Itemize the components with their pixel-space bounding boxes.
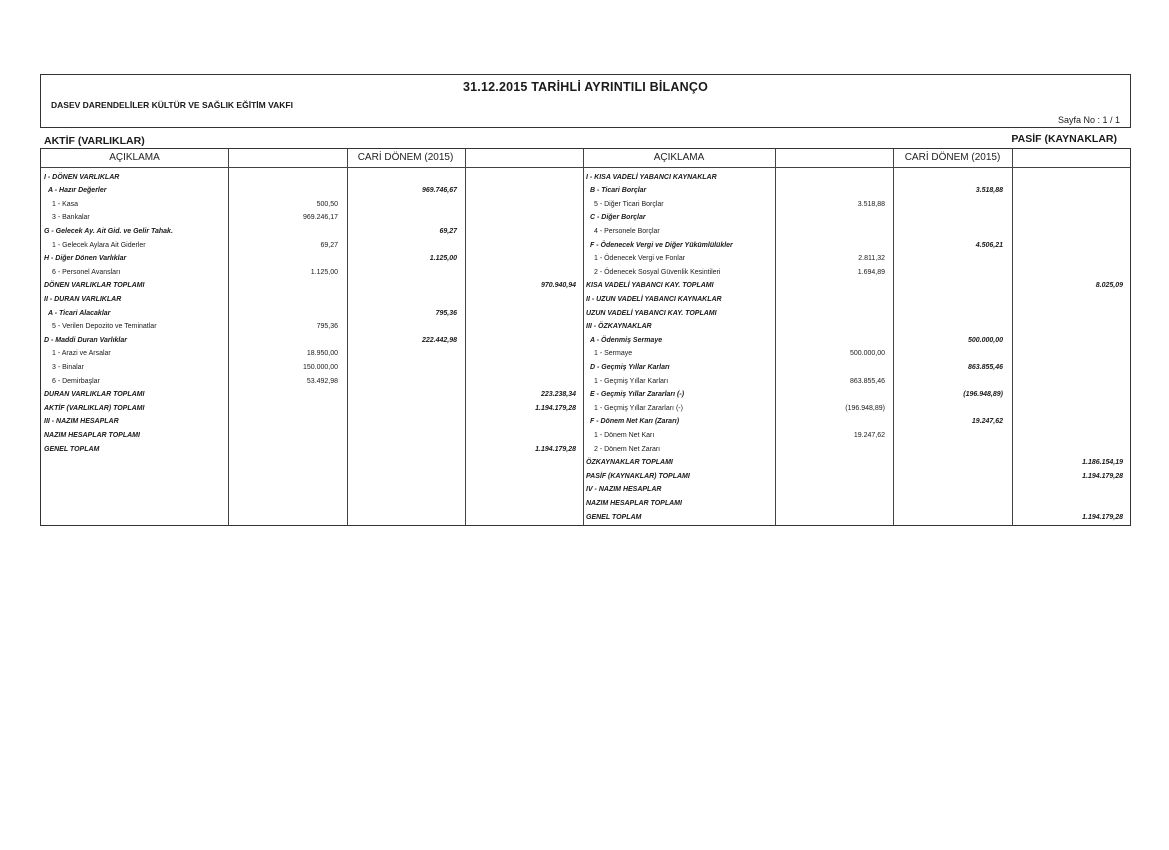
row-value-2: 3.518,88 bbox=[975, 187, 1003, 195]
row-value-1: 150.000,00 bbox=[302, 363, 338, 371]
row-value-1: 863.855,46 bbox=[849, 377, 885, 385]
row-value-1: 1.694,89 bbox=[857, 268, 885, 276]
row-value-3: 970.940,94 bbox=[540, 282, 576, 290]
liability-row bbox=[583, 279, 1130, 293]
row-label: 1 - Geçmiş Yıllar Zararları (-) bbox=[594, 404, 683, 412]
row-label: 1 - Arazi ve Arsalar bbox=[52, 350, 111, 358]
row-label: NAZIM HESAPLAR TOPLAMI bbox=[44, 431, 140, 439]
row-label: 1 - Dönem Net Karı bbox=[594, 431, 655, 439]
liability-row bbox=[583, 483, 1130, 497]
row-label: B - Ticari Borçlar bbox=[590, 187, 647, 195]
liabilities-period-header: CARİ DÖNEM (2015) bbox=[904, 152, 1001, 163]
row-value-2: 500.000,00 bbox=[967, 336, 1003, 344]
row-label: 1 - Sermaye bbox=[594, 350, 633, 358]
asset-row bbox=[41, 388, 583, 402]
row-value-1: 3.518,88 bbox=[857, 200, 885, 208]
row-value-3: 1.194.179,28 bbox=[1082, 472, 1123, 480]
assets-description-header: AÇIKLAMA bbox=[109, 152, 160, 163]
liability-row bbox=[583, 252, 1130, 266]
asset-row bbox=[41, 334, 583, 348]
row-value-3: 1.194.179,28 bbox=[535, 445, 576, 453]
liability-row bbox=[583, 225, 1130, 239]
assets-period-header: CARİ DÖNEM (2015) bbox=[357, 152, 454, 163]
row-label: D - Maddi Duran Varlıklar bbox=[44, 336, 127, 344]
row-label: III - ÖZKAYNAKLAR bbox=[586, 323, 652, 331]
asset-row bbox=[41, 266, 583, 280]
row-label: KISA VADELİ YABANCI KAY. TOPLAMI bbox=[586, 282, 714, 290]
asset-row bbox=[41, 347, 583, 361]
asset-row bbox=[41, 415, 583, 429]
asset-row bbox=[41, 402, 583, 416]
liability-row bbox=[583, 429, 1130, 443]
row-value-2: 19.247,62 bbox=[971, 418, 1003, 426]
row-label: GENEL TOPLAM bbox=[44, 445, 100, 453]
row-label: ÖZKAYNAKLAR TOPLAMI bbox=[586, 459, 673, 467]
organization-name: DASEV DARENDELİLER KÜLTÜR VE SAĞLIK EĞİTİM VAKFI bbox=[51, 100, 293, 110]
row-value-2: 1.125,00 bbox=[429, 255, 457, 263]
row-label: II - DURAN VARLIKLAR bbox=[44, 295, 122, 303]
row-label: 2 - Dönem Net Zararı bbox=[594, 445, 661, 453]
asset-row bbox=[41, 171, 583, 185]
row-value-1: (196.948,89) bbox=[845, 404, 885, 412]
row-value-1: 53.492,98 bbox=[306, 377, 338, 385]
row-label: 5 - Verilen Depozito ve Teminatlar bbox=[52, 323, 157, 331]
row-label: UZUN VADELİ YABANCI KAY. TOPLAMI bbox=[586, 309, 717, 317]
asset-row bbox=[41, 429, 583, 443]
row-label: NAZIM HESAPLAR TOPLAMI bbox=[586, 499, 682, 507]
row-value-1: 1.125,00 bbox=[310, 268, 338, 276]
row-label: GENEL TOPLAM bbox=[586, 513, 642, 521]
row-label: F - Dönem Net Karı (Zararı) bbox=[590, 418, 680, 426]
row-label: I - DÖNEN VARLIKLAR bbox=[44, 173, 120, 181]
row-value-1: 969.246,17 bbox=[302, 214, 338, 222]
row-value-2: 69,27 bbox=[439, 227, 457, 235]
liability-row bbox=[583, 456, 1130, 470]
report-header bbox=[40, 74, 1131, 128]
asset-row bbox=[41, 198, 583, 212]
liability-row bbox=[583, 415, 1130, 429]
liabilities-side-title: PASİF (KAYNAKLAR) bbox=[1011, 133, 1117, 145]
row-value-1: 19.247,62 bbox=[853, 431, 885, 439]
liability-row bbox=[583, 470, 1130, 484]
row-value-1: 18.950,00 bbox=[306, 350, 338, 358]
liability-row bbox=[583, 443, 1130, 457]
liability-row bbox=[583, 497, 1130, 511]
asset-row bbox=[41, 184, 583, 198]
asset-row bbox=[41, 320, 583, 334]
row-label: 3 - Bankalar bbox=[52, 214, 90, 222]
liability-row bbox=[583, 347, 1130, 361]
row-label: A - Hazır Değerler bbox=[48, 187, 107, 195]
report-title: 31.12.2015 TARİHLİ AYRINTILI BİLANÇO bbox=[463, 80, 708, 94]
row-value-2: 969.746,67 bbox=[421, 187, 457, 195]
row-value-1: 500,50 bbox=[316, 200, 338, 208]
liability-row bbox=[583, 388, 1130, 402]
header-divider bbox=[41, 167, 1130, 168]
row-value-3: 1.186.154,19 bbox=[1082, 459, 1123, 467]
row-value-3: 223.238,34 bbox=[540, 391, 576, 399]
row-value-1: 69,27 bbox=[320, 241, 338, 249]
row-label: D - Geçmiş Yıllar Karları bbox=[590, 363, 670, 371]
asset-row bbox=[41, 239, 583, 253]
row-label: 4 - Personele Borçlar bbox=[594, 227, 660, 235]
row-value-2: 4.506,21 bbox=[975, 241, 1003, 249]
asset-row bbox=[41, 293, 583, 307]
row-label: 5 - Diğer Ticari Borçlar bbox=[594, 200, 664, 208]
row-value-2: 863.855,46 bbox=[967, 363, 1003, 371]
row-label: AKTİF (VARLIKLAR) TOPLAMI bbox=[44, 404, 145, 412]
asset-row bbox=[41, 279, 583, 293]
asset-row bbox=[41, 443, 583, 457]
liability-row bbox=[583, 211, 1130, 225]
asset-row bbox=[41, 211, 583, 225]
row-label: 1 - Geçmiş Yıllar Karları bbox=[594, 377, 669, 385]
liability-row bbox=[583, 402, 1130, 416]
asset-row bbox=[41, 375, 583, 389]
row-label: III - NAZIM HESAPLAR bbox=[44, 418, 119, 426]
asset-row bbox=[41, 252, 583, 266]
row-label: G - Gelecek Ay. Ait Gid. ve Gelir Tahak. bbox=[44, 227, 173, 235]
liability-row bbox=[583, 320, 1130, 334]
balance-sheet-table bbox=[40, 148, 1131, 526]
liability-row bbox=[583, 239, 1130, 253]
row-label: 1 - Ödenecek Vergi ve Fonlar bbox=[594, 255, 686, 263]
row-label: DURAN VARLIKLAR TOPLAMI bbox=[44, 391, 145, 399]
liability-row bbox=[583, 184, 1130, 198]
row-label: II - UZUN VADELİ YABANCI KAYNAKLAR bbox=[586, 295, 722, 303]
row-label: 6 - Demirbaşlar bbox=[52, 377, 100, 385]
liability-row bbox=[583, 307, 1130, 321]
row-label: DÖNEN VARLIKLAR TOPLAMI bbox=[44, 282, 145, 290]
row-label: E - Geçmiş Yıllar Zararları (-) bbox=[590, 391, 685, 399]
row-label: IV - NAZIM HESAPLAR bbox=[586, 486, 662, 494]
liability-row bbox=[583, 511, 1130, 525]
row-label: F - Ödenecek Vergi ve Diğer Yükümlülükler bbox=[590, 241, 733, 249]
liability-row bbox=[583, 375, 1130, 389]
asset-row bbox=[41, 307, 583, 321]
liabilities-description-header: AÇIKLAMA bbox=[653, 152, 705, 163]
row-value-3: 8.025,09 bbox=[1095, 282, 1123, 290]
asset-row bbox=[41, 225, 583, 239]
liability-row bbox=[583, 266, 1130, 280]
row-value-1: 500.000,00 bbox=[849, 350, 885, 358]
row-value-3: 1.194.179,28 bbox=[535, 404, 576, 412]
page-number: Sayfa No : 1 / 1 bbox=[1057, 115, 1120, 125]
liability-row bbox=[583, 334, 1130, 348]
liability-row bbox=[583, 198, 1130, 212]
row-label: I - KISA VADELİ YABANCI KAYNAKLAR bbox=[586, 173, 717, 181]
row-value-2: (196.948,89) bbox=[963, 391, 1003, 399]
asset-row bbox=[41, 361, 583, 375]
row-label: 6 - Personel Avansları bbox=[52, 268, 121, 276]
row-value-1: 795,36 bbox=[316, 323, 338, 331]
row-value-2: 795,36 bbox=[435, 309, 457, 317]
row-label: H - Diğer Dönen Varlıklar bbox=[44, 255, 127, 263]
row-label: 3 - Binalar bbox=[52, 363, 84, 371]
row-value-3: 1.194.179,28 bbox=[1082, 513, 1123, 521]
liability-row bbox=[583, 293, 1130, 307]
assets-side-title: AKTİF (VARLIKLAR) bbox=[44, 135, 145, 147]
row-label: 2 - Ödenecek Sosyal Güvenlik Kesintileri bbox=[594, 268, 721, 276]
row-label: A - Ticari Alacaklar bbox=[48, 309, 111, 317]
row-value-2: 222.442,98 bbox=[421, 336, 457, 344]
row-label: C - Diğer Borçlar bbox=[590, 214, 646, 222]
row-label: 1 - Gelecek Aylara Ait Giderler bbox=[52, 241, 146, 249]
liability-row bbox=[583, 361, 1130, 375]
liability-row bbox=[583, 171, 1130, 185]
row-value-1: 2.811,32 bbox=[858, 255, 885, 263]
row-label: PASİF (KAYNAKLAR) TOPLAMI bbox=[586, 472, 690, 480]
row-label: 1 - Kasa bbox=[52, 200, 79, 208]
row-label: A - Ödenmiş Sermaye bbox=[590, 336, 663, 344]
